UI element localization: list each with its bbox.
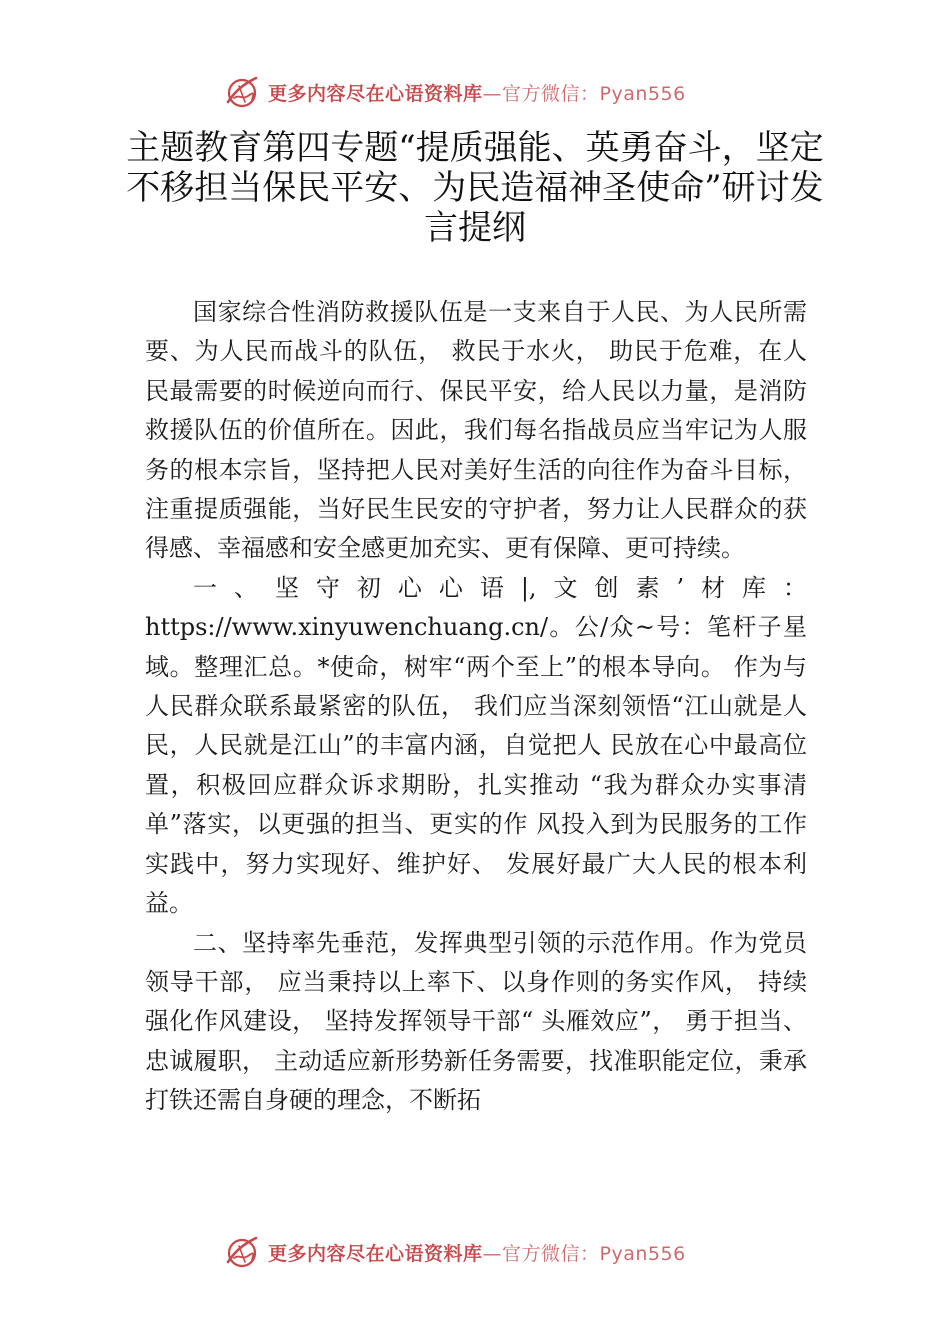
watermark-wechat-text: —官方微信：Pyan556 [482, 1242, 686, 1265]
watermark-lead-text: 更多内容尽在心语资料库 [268, 82, 483, 105]
watermark-banner-bottom [222, 1232, 686, 1272]
document-title: 主题教育第四专题“提质强能、英勇奋斗，坚定不移担当保民平安、为民造福神圣使命”研讨发言提纲 [126, 128, 824, 248]
brush-signature-logo-icon [222, 1232, 262, 1272]
watermark-wechat-text: —官方微信：Pyan556 [482, 82, 686, 105]
document-body [145, 293, 807, 1121]
watermark-banner-top [222, 72, 686, 112]
paragraph-section-one: 一、坚守初心心语|,文创素’材库：https://www.xinyuwenchuang.cn/。公/众~号：笔杆子星域。整理汇总。*使命，树牢“两个至上”的根本导向。 作为与人民群众联系最紧密的队伍， 我们应当深刻领悟“江山就是人民，人民就是江山”的丰富内涵，自觉把人 民放在心中最高位置，积极回应群众诉求期盼，扎实推动 “我为群众办实事清单”落实，以更强的担当、更实的作 风投入到为民服务的工作实践中，努力实现好、维护好、 发展好最广大人民的根本利益。 [145, 573, 807, 918]
paragraph-section-two: 二、坚持率先垂范，发挥典型引领的示范作用。作为党员领导干部， 应当秉持以上率下、以身作则的务实作风， 持续强化作风建设， 坚持发挥领导干部“ 头雁效应”， 勇于担当、忠诚履职， 主动适应新形势新任务需要，找准职能定位，秉承打铁还需自身硬的理念，不断拓 [145, 928, 807, 1115]
brush-signature-logo-icon [222, 72, 262, 112]
paragraph-intro: 国家综合性消防救援队伍是一支来自于人民、为人民所需要、为人民而战斗的队伍， 救民于水火， 助民于危难，在人民最需要的时候逆向而行、保民平安，给人民以力量，是消防救援队伍的价值所在。因此，我们每名指战员应当牢记为人服务的根本宗旨，坚持把人民对美好生活的向往作为奋斗目标，注重提质强能，当好民生民安的守护者，努力让人民群众的获得感、幸福感和安全感更加充实、更有保障、更可持续。 [145, 298, 807, 563]
watermark-lead-text: 更多内容尽在心语资料库 [268, 1242, 483, 1265]
